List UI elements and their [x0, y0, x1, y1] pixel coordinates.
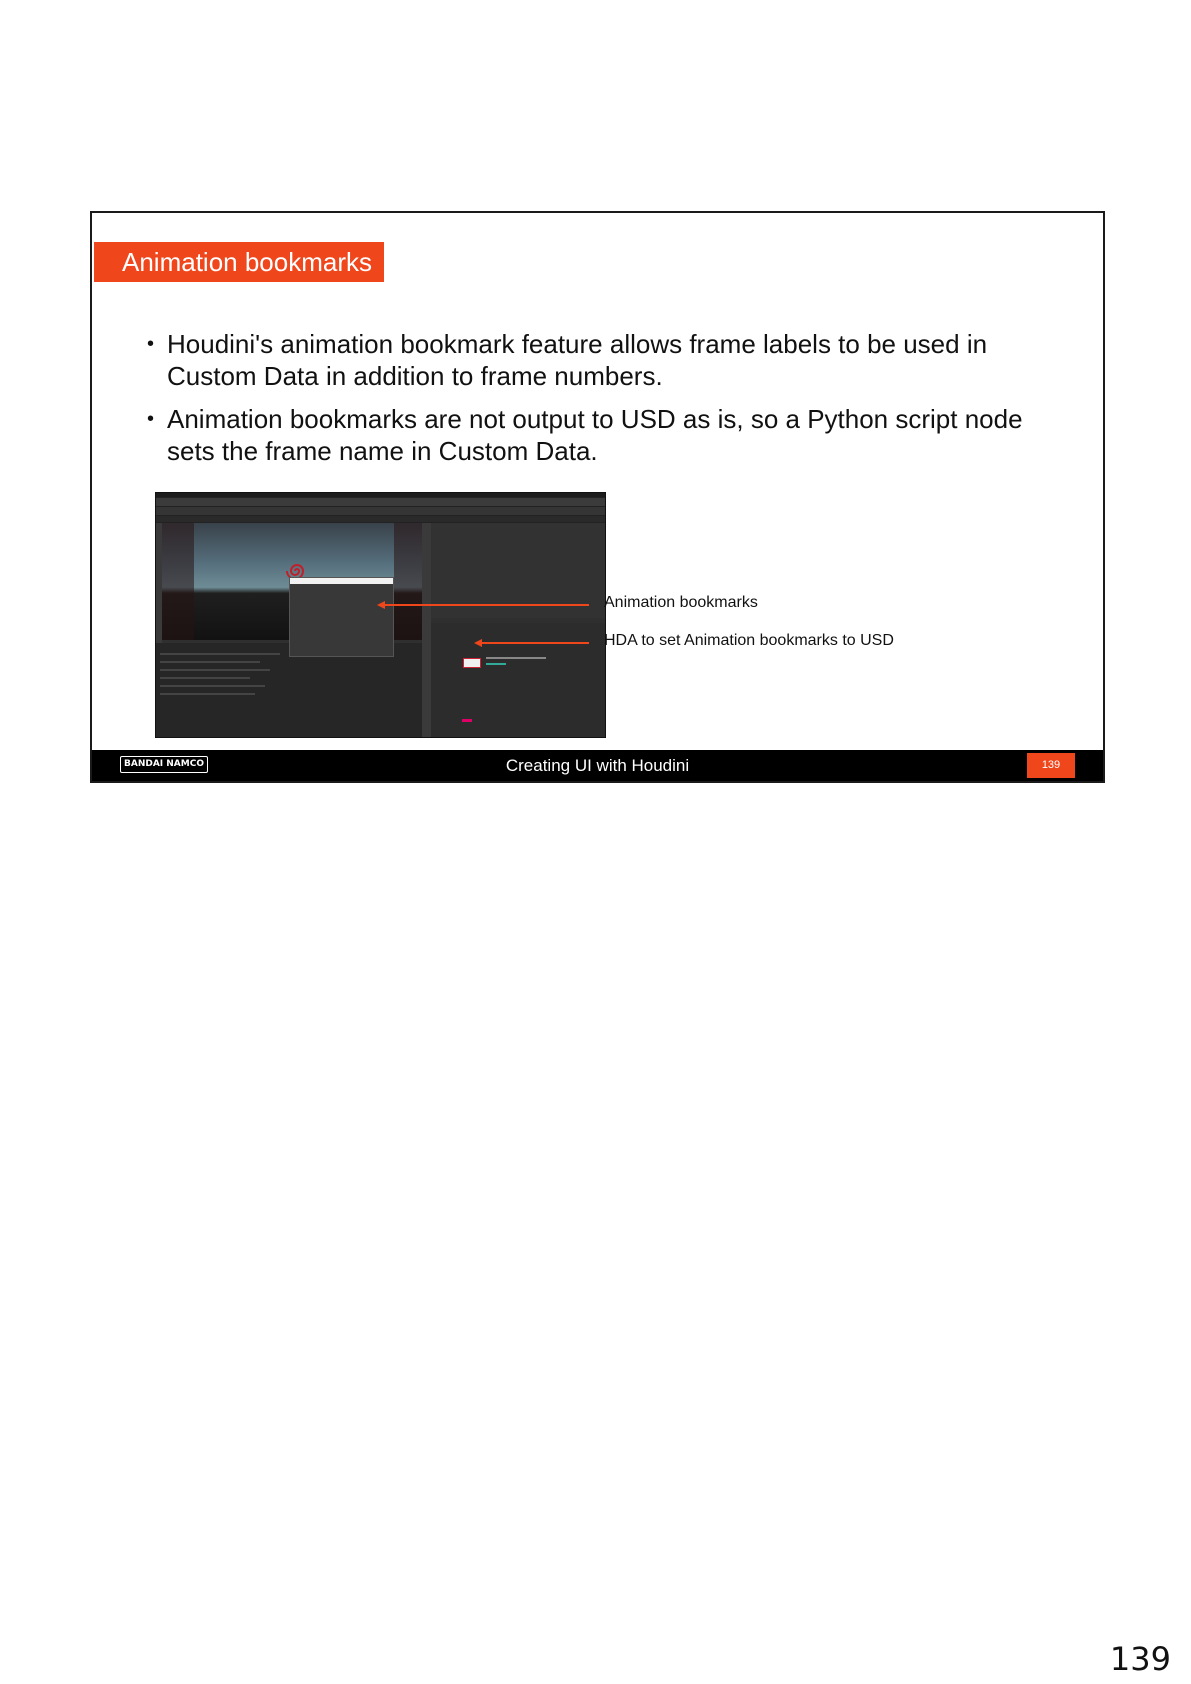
footer-title: Creating UI with Houdini [505, 756, 690, 775]
arrowhead-icon [474, 639, 482, 647]
bullet-item: • Animation bookmarks are not output to USD as is, so a Python script node sets the frame name in Custom Data. [147, 403, 1067, 467]
bullet-item: • Houdini's animation bookmark feature allows frame labels to be used in Custom Data in addition to frame numbers. [147, 328, 1067, 392]
slide-footer [92, 750, 1103, 781]
slide-title: Animation bookmarks [94, 242, 384, 282]
arrowhead-icon [377, 601, 385, 609]
page-badge: 139 [1027, 753, 1075, 778]
bullet-list [147, 328, 1067, 478]
bandai-namco-logo: BANDAI NAMCO [120, 756, 208, 773]
slide [90, 211, 1105, 783]
annotation-arrow [480, 642, 589, 644]
bookmarks-popup [289, 577, 394, 657]
page-number: 139 [1109, 1640, 1171, 1678]
annotation-label: HDA to set Animation bookmarks to USD [604, 632, 894, 649]
annotation-label: Animation bookmarks [604, 594, 758, 611]
hda-node [463, 658, 481, 668]
annotation-arrow [382, 604, 589, 606]
houdini-screenshot [155, 492, 606, 738]
